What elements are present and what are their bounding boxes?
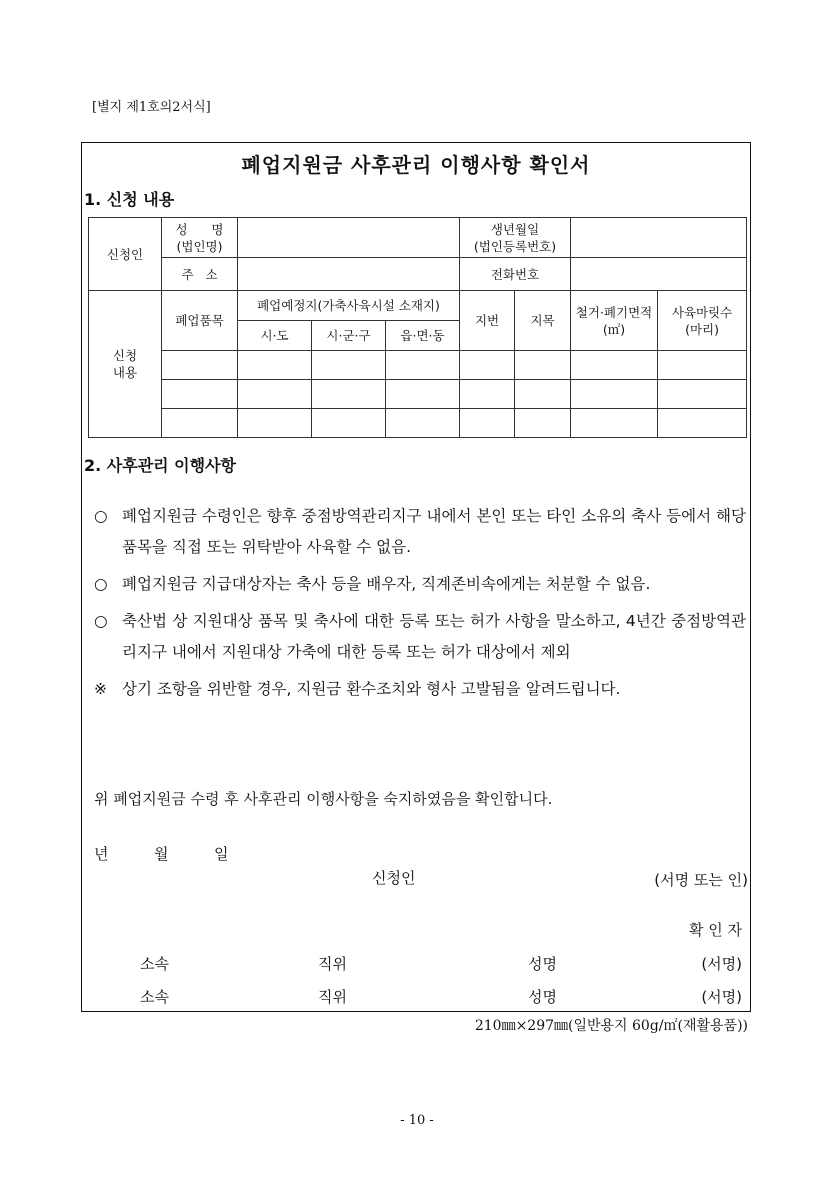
position-label: 직위 [318,988,347,1006]
sign-or-seal-label: (서명 또는 인) [654,871,748,889]
name-label-line1: 성 명 [175,221,224,237]
cell[interactable] [386,351,460,380]
cell[interactable] [238,409,312,438]
cell[interactable] [460,380,515,409]
address-field[interactable] [238,258,460,291]
list-item-text: 폐업지원금 지급대상자는 축사 등을 배우자, 직계존비속에게는 처분할 수 없음. [122,575,651,593]
birth-field[interactable] [571,218,747,258]
cell[interactable] [162,351,238,380]
page-number: - 10 - [400,1113,434,1128]
cell[interactable] [658,409,747,438]
name-label [162,218,238,258]
applicant-sign-label: 신청인 [372,869,416,887]
year-label: 년 [94,845,109,863]
address-label: 주 소 [162,258,238,291]
table-row [89,409,747,438]
circle-bullet-icon: ○ [94,507,108,525]
list-item-text: 상기 조항을 위반할 경우, 지원금 환수조치와 형사 고발됨을 알려드립니다. [122,680,621,698]
list-item [94,674,746,705]
sigungu-label: 시·군·구 [312,321,386,351]
name-field[interactable] [238,218,460,258]
form-frame [81,142,751,1012]
cell[interactable] [658,351,747,380]
cell[interactable] [460,409,515,438]
cell[interactable] [571,380,658,409]
name-label-line2: (법인명) [176,238,223,254]
cell[interactable] [460,351,515,380]
section1-heading: 1. 신청 내용 [84,190,175,209]
cell[interactable] [386,409,460,438]
cell[interactable] [238,351,312,380]
list-item [94,606,746,668]
cell[interactable] [515,409,571,438]
cell[interactable] [312,380,386,409]
form-number: [별지 제1호의2서식] [92,100,211,115]
area-label-line1: 철거·폐기면적 [575,304,653,320]
sign-label: (서명) [701,988,742,1006]
month-label: 월 [154,845,169,863]
count-label [658,291,747,351]
count-label-line1: 사육마릿수 [671,304,733,320]
confirmation-statement: 위 폐업지원금 수령 후 사후관리 이행사항을 숙지하였음을 확인합니다. [94,790,553,808]
birth-label [460,218,571,258]
cell[interactable] [312,351,386,380]
reference-mark-icon: ※ [94,680,107,698]
eupmyeondong-label: 읍·면·동 [386,321,460,351]
area-label [571,291,658,351]
phone-field[interactable] [571,258,747,291]
list-item-text: 폐업지원금 수령인은 향후 중점방역관리지구 내에서 본인 또는 타인 소유의 축사 등에서 해당 품목을 직접 또는 위탁받아 사육할 수 없음. [122,507,746,556]
circle-bullet-icon: ○ [94,612,108,630]
list-item [94,569,746,600]
affiliation-label: 소속 [140,955,169,973]
site-label: 폐업예정지(가축사육시설 소재지) [238,291,460,321]
section2-heading: 2. 사후관리 이행사항 [84,456,236,475]
affiliation-label: 소속 [140,988,169,1006]
list-item [94,501,746,563]
content-label [89,291,162,438]
birth-label-line1: 생년월일 [490,221,540,237]
position-label: 직위 [318,955,347,973]
name-sign-label: 성명 [528,955,557,973]
table-row [89,351,747,380]
cell[interactable] [515,351,571,380]
cell[interactable] [386,380,460,409]
content-label-line1: 신청 [112,348,138,363]
verifier-label: 확 인 자 [688,921,742,939]
cell[interactable] [312,409,386,438]
sign-label: (서명) [701,955,742,973]
item-label: 폐업품목 [162,291,238,351]
cell[interactable] [658,380,747,409]
cell[interactable] [515,380,571,409]
cell[interactable] [571,409,658,438]
cell[interactable] [162,380,238,409]
area-label-line2: (㎡) [602,321,626,337]
circle-bullet-icon: ○ [94,575,108,593]
cell[interactable] [162,409,238,438]
form-title: 폐업지원금 사후관리 이행사항 확인서 [241,153,591,177]
obligation-list [94,501,746,711]
list-item-text: 축산법 상 지원대상 품목 및 축사에 대한 등록 또는 허가 사항을 말소하고, 4년간 중점방역관리지구 내에서 지원대상 가축에 대한 등록 또는 허가 대상에서 제외 [122,612,746,661]
name-sign-label: 성명 [528,988,557,1006]
sido-label: 시·도 [238,321,312,351]
cell[interactable] [238,380,312,409]
day-label: 일 [214,845,229,863]
content-label-line2: 내용 [112,365,138,380]
application-table [88,217,747,438]
birth-label-line2: (법인등록번호) [473,238,557,254]
lot-label: 지번 [460,291,515,351]
land-label: 지목 [515,291,571,351]
cell[interactable] [571,351,658,380]
phone-label: 전화번호 [460,258,571,291]
paper-spec: 210㎜×297㎜(일반용지 60g/㎡(재활용품)) [474,1018,748,1034]
count-label-line2: (마리) [685,321,719,337]
table-row [89,380,747,409]
applicant-label: 신청인 [89,218,162,291]
